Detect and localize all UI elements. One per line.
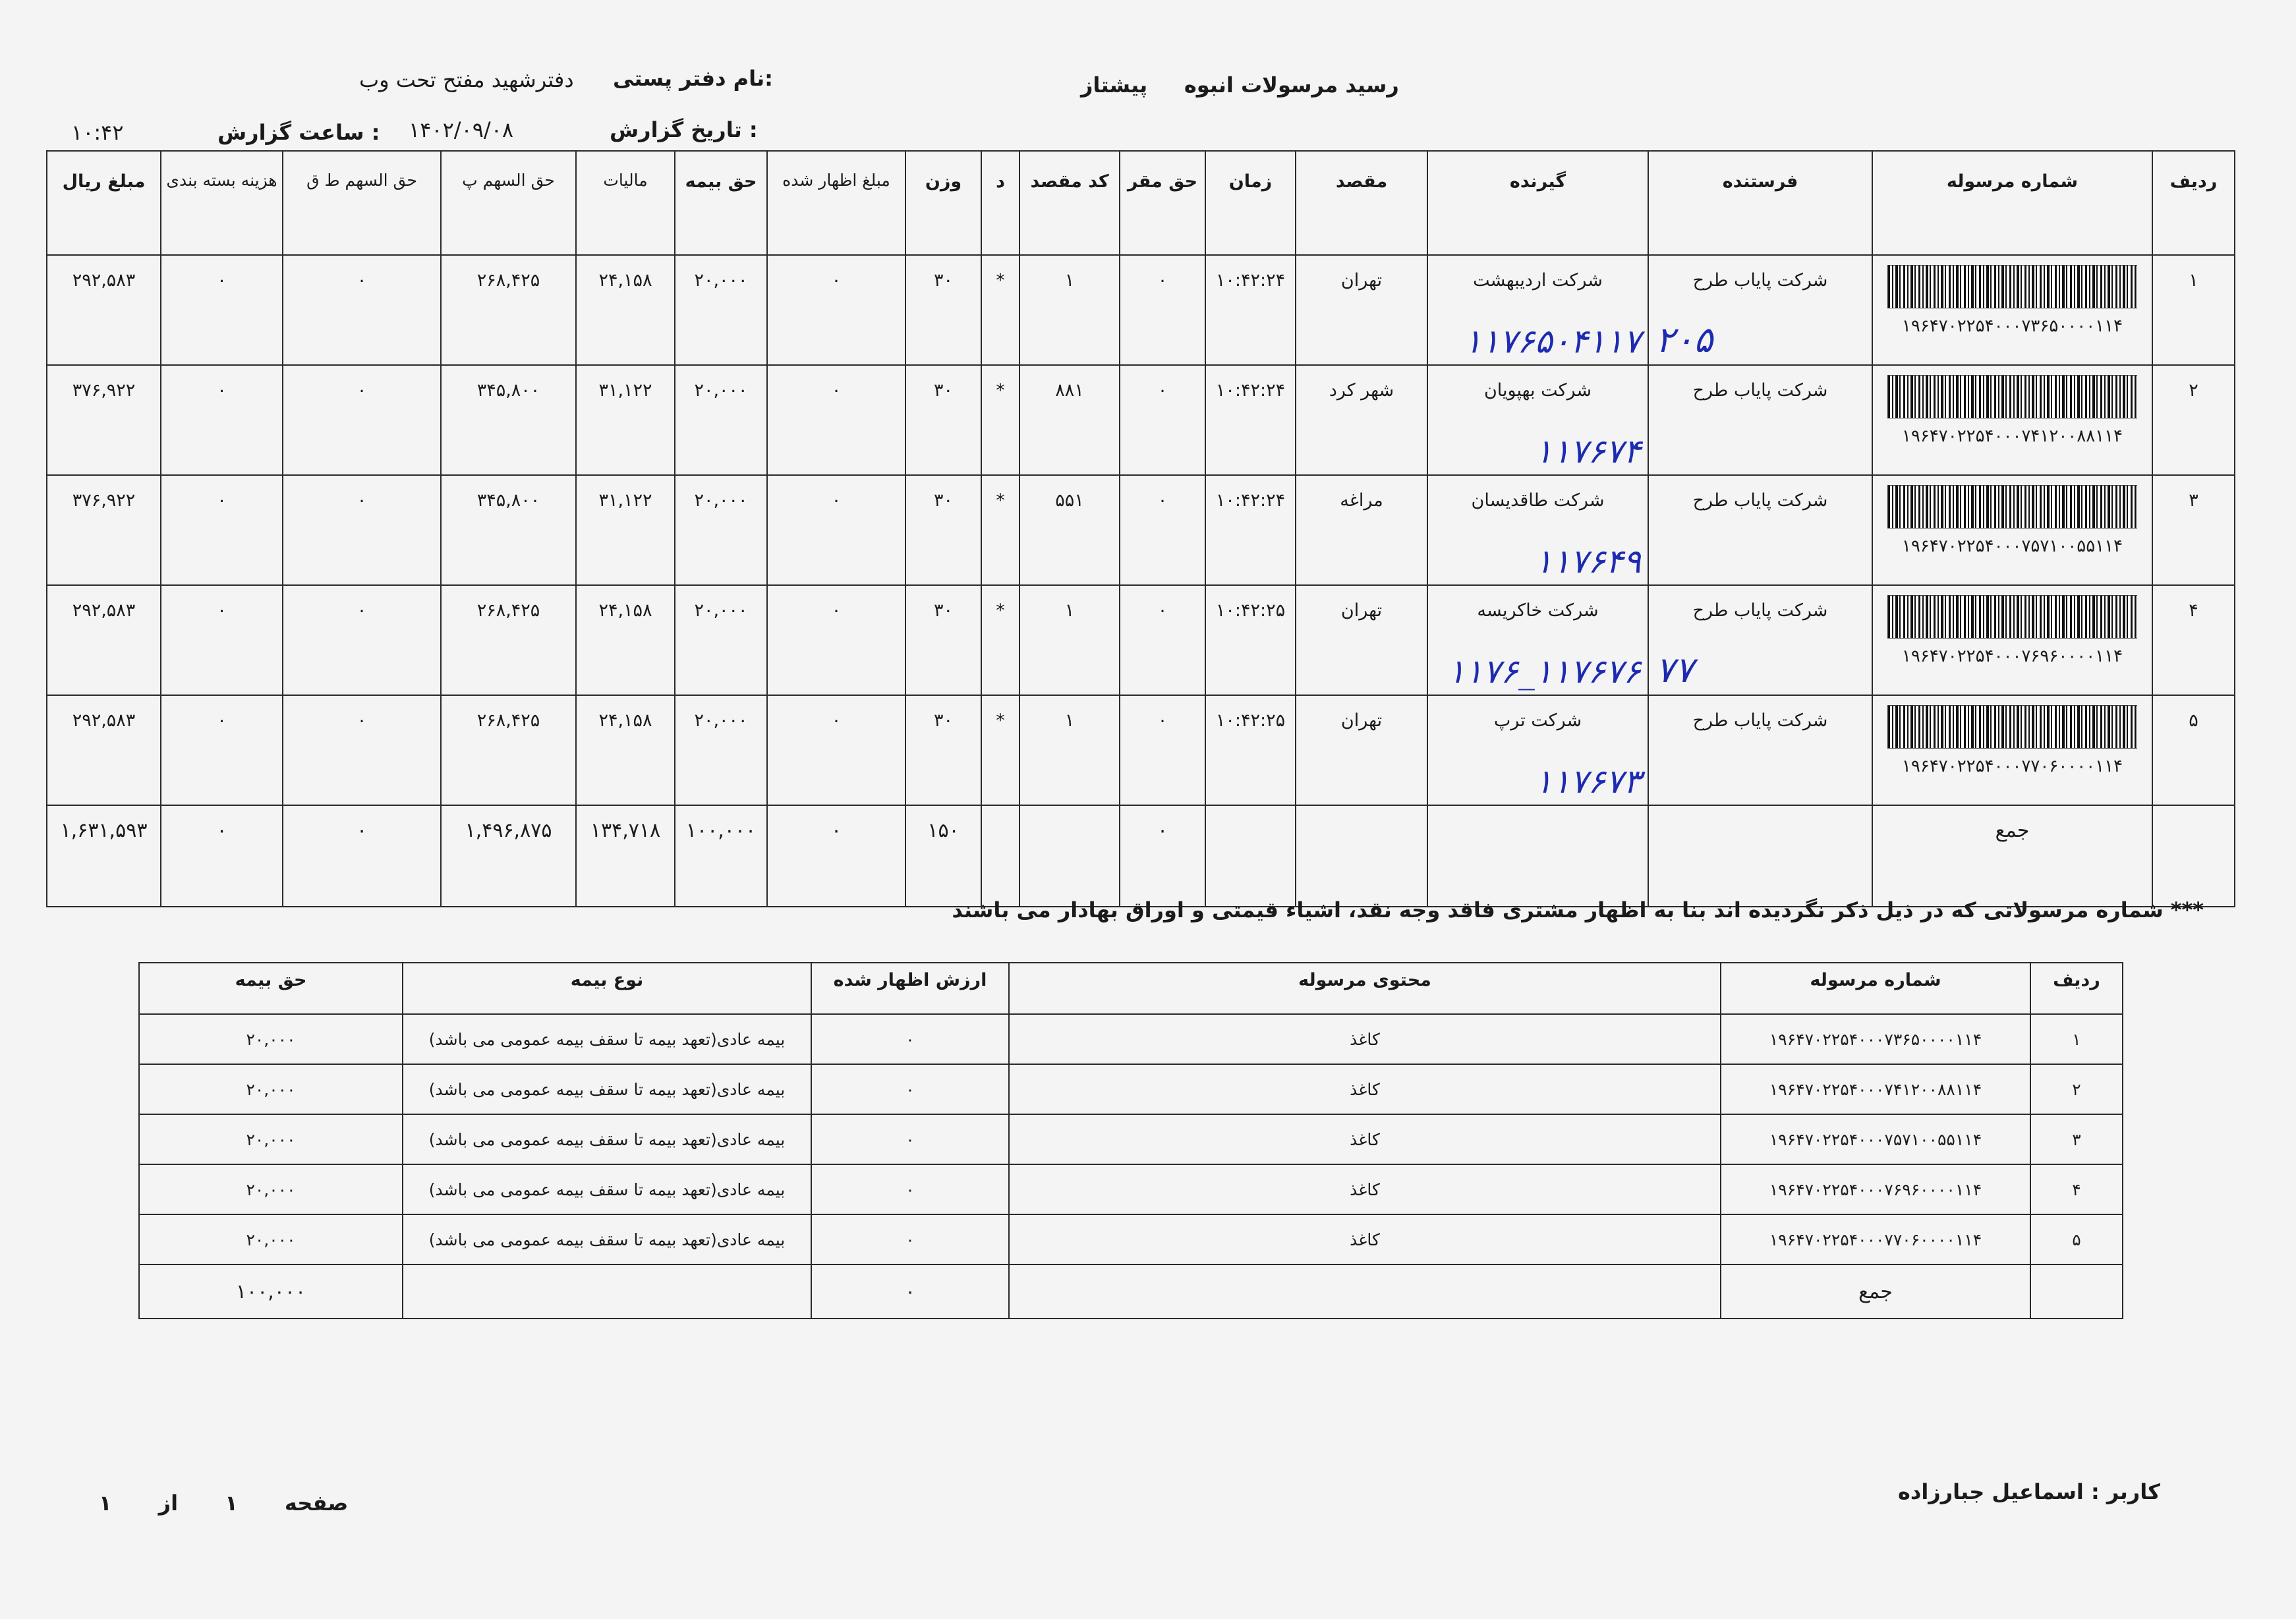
total-share-p: ۱,۴۹۶,۸۷۵ bbox=[441, 805, 576, 907]
insurance-fee: ۲۰,۰۰۰ bbox=[139, 1014, 403, 1064]
table-row bbox=[139, 1014, 2123, 1064]
col-insurance-fee: حق بیمه bbox=[675, 151, 767, 255]
total-empty bbox=[1205, 805, 1296, 907]
tracking-number: ۱۹۶۴۷۰۲۲۵۴۰۰۰۷۳۶۵۰۰۰۰۱۱۴ bbox=[1721, 1014, 2030, 1064]
packaging: ۰ bbox=[161, 365, 283, 475]
handwritten-note: ۱۱۷۶۴۹ bbox=[1534, 542, 1641, 581]
main-table-header bbox=[47, 151, 2235, 255]
time: ۱۰:۴۲:۲۴ bbox=[1205, 475, 1296, 585]
sender bbox=[1648, 255, 1872, 365]
total-amount: ۱,۶۳۱,۵۹۳ bbox=[47, 805, 161, 907]
total-empty bbox=[2030, 1264, 2123, 1319]
row-number: ۳ bbox=[2152, 475, 2235, 585]
barcode-image bbox=[1887, 485, 2137, 528]
row-number: ۴ bbox=[2030, 1164, 2123, 1214]
shipments-table bbox=[46, 150, 2235, 907]
table-row bbox=[139, 1164, 2123, 1214]
col-declared-value: ارزش اظهار شده bbox=[811, 963, 1009, 1014]
total-weight: ۱۵۰ bbox=[905, 805, 981, 907]
weight: ۳۰ bbox=[905, 365, 981, 475]
insurance-fee: ۲۰,۰۰۰ bbox=[139, 1064, 403, 1114]
share-tq: ۰ bbox=[283, 695, 441, 805]
receiver-name: شرکت طاقدیسان bbox=[1471, 490, 1605, 511]
col-destination: مقصد bbox=[1296, 151, 1427, 255]
service-type: پیشتاز bbox=[1081, 72, 1148, 98]
title-text: رسید مرسولات انبوه bbox=[1184, 72, 1399, 98]
insurance-type: بیمه عادی(تعهد بیمه تا سقف بیمه عمومی می باشد) bbox=[403, 1064, 811, 1114]
d-flag: * bbox=[981, 695, 1019, 805]
receiver bbox=[1427, 255, 1648, 365]
declared-value: ۰ bbox=[811, 1014, 1009, 1064]
insurance-type: بیمه عادی(تعهد بیمه تا سقف بیمه عمومی می باشد) bbox=[403, 1214, 811, 1264]
receiver bbox=[1427, 365, 1648, 475]
content: کاغذ bbox=[1009, 1064, 1721, 1114]
tracking-number: ۱۹۶۴۷۰۲۲۵۴۰۰۰۷۴۱۲۰۰۸۸۱۱۴ bbox=[1721, 1064, 2030, 1114]
col-weight: وزن bbox=[905, 151, 981, 255]
fixed-fee: ۰ bbox=[1120, 695, 1205, 805]
insurance-fee: ۲۰,۰۰۰ bbox=[675, 365, 767, 475]
time-label: ساعت گزارش : bbox=[217, 120, 380, 145]
totals-row bbox=[139, 1264, 2123, 1319]
time: ۱۰:۴۲:۲۴ bbox=[1205, 365, 1296, 475]
amount: ۲۹۲,۵۸۳ bbox=[47, 255, 161, 365]
dest-code: ۱ bbox=[1019, 585, 1120, 695]
total-empty bbox=[1019, 805, 1120, 907]
packaging: ۰ bbox=[161, 475, 283, 585]
share-p: ۲۶۸,۴۲۵ bbox=[441, 695, 576, 805]
col-time: زمان bbox=[1205, 151, 1296, 255]
destination: مراغه bbox=[1296, 475, 1427, 585]
total-label: جمع bbox=[1721, 1264, 2030, 1319]
tracking-number: ۱۹۶۴۷۰۲۲۵۴۰۰۰۷۳۶۵۰۰۰۰۱۱۴ bbox=[1901, 316, 2123, 336]
col-declared-amount: مبلغ اظهار شده bbox=[767, 151, 905, 255]
sender-name: شرکت پایاب طرح bbox=[1692, 270, 1828, 291]
time: ۱۰:۴۲:۲۴ bbox=[1205, 255, 1296, 365]
time-value: ۱۰:۴۲ bbox=[71, 120, 124, 145]
total-empty bbox=[1009, 1264, 1721, 1319]
col-dest-code: کد مقصد bbox=[1019, 151, 1120, 255]
report-title bbox=[1081, 72, 1399, 98]
fixed-fee: ۰ bbox=[1120, 475, 1205, 585]
row-number: ۴ bbox=[2152, 585, 2235, 695]
row-number: ۲ bbox=[2152, 365, 2235, 475]
tracking-cell bbox=[1872, 475, 2152, 585]
col-content: محتوی مرسوله bbox=[1009, 963, 1721, 1014]
tracking-number: ۱۹۶۴۷۰۲۲۵۴۰۰۰۷۷۰۶۰۰۰۰۱۱۴ bbox=[1721, 1214, 2030, 1264]
receiver bbox=[1427, 585, 1648, 695]
page-total: ۱ bbox=[99, 1491, 112, 1516]
dest-code: ۱ bbox=[1019, 695, 1120, 805]
col-insurance-type: نوع بیمه bbox=[403, 963, 811, 1014]
tracking-number: ۱۹۶۴۷۰۲۲۵۴۰۰۰۷۷۰۶۰۰۰۰۱۱۴ bbox=[1901, 756, 2123, 776]
total-tax: ۱۳۴,۷۱۸ bbox=[576, 805, 675, 907]
col-fixed-fee: حق مقر bbox=[1120, 151, 1205, 255]
weight: ۳۰ bbox=[905, 695, 981, 805]
time: ۱۰:۴۲:۲۵ bbox=[1205, 585, 1296, 695]
row-number: ۵ bbox=[2030, 1214, 2123, 1264]
declared-value: ۰ bbox=[811, 1164, 1009, 1214]
totals-row bbox=[47, 805, 2235, 907]
insurance-fee: ۲۰,۰۰۰ bbox=[139, 1114, 403, 1164]
page-label: صفحه bbox=[284, 1491, 349, 1516]
share-p: ۳۴۵,۸۰۰ bbox=[441, 365, 576, 475]
sender bbox=[1648, 695, 1872, 805]
page-current: ۱ bbox=[225, 1491, 238, 1516]
content: کاغذ bbox=[1009, 1214, 1721, 1264]
fixed-fee: ۰ bbox=[1120, 255, 1205, 365]
destination: تهران bbox=[1296, 695, 1427, 805]
total-label: جمع bbox=[1872, 805, 2152, 907]
col-tax: مالیات bbox=[576, 151, 675, 255]
col-row: ردیف bbox=[2152, 151, 2235, 255]
sender-name: شرکت پایاب طرح bbox=[1692, 490, 1828, 511]
tracking-number: ۱۹۶۴۷۰۲۲۵۴۰۰۰۷۶۹۶۰۰۰۰۱۱۴ bbox=[1721, 1164, 2030, 1214]
page-indicator bbox=[99, 1491, 348, 1516]
barcode-image bbox=[1887, 265, 2137, 308]
tax: ۲۴,۱۵۸ bbox=[576, 585, 675, 695]
d-flag: * bbox=[981, 255, 1019, 365]
office-value: دفترشهید مفتح تحت وب bbox=[359, 67, 574, 92]
row-number: ۱ bbox=[2030, 1014, 2123, 1064]
col-d: د bbox=[981, 151, 1019, 255]
receiver-name: شرکت ترپ bbox=[1493, 710, 1582, 731]
destination: تهران bbox=[1296, 585, 1427, 695]
declared-amount: ۰ bbox=[767, 365, 905, 475]
tracking-number: ۱۹۶۴۷۰۲۲۵۴۰۰۰۷۵۷۱۰۰۵۵۱۱۴ bbox=[1721, 1114, 2030, 1164]
tax: ۳۱,۱۲۲ bbox=[576, 365, 675, 475]
col-share-p: حق السهم پ bbox=[441, 151, 576, 255]
share-p: ۲۶۸,۴۲۵ bbox=[441, 255, 576, 365]
insurance-fee: ۲۰,۰۰۰ bbox=[675, 475, 767, 585]
destination: تهران bbox=[1296, 255, 1427, 365]
insurance-fee: ۲۰,۰۰۰ bbox=[675, 695, 767, 805]
table-row bbox=[139, 1114, 2123, 1164]
packaging: ۰ bbox=[161, 255, 283, 365]
row-number: ۱ bbox=[2152, 255, 2235, 365]
total-empty bbox=[403, 1264, 811, 1319]
total-empty bbox=[1296, 805, 1427, 907]
col-receiver: گیرنده bbox=[1427, 151, 1648, 255]
content: کاغذ bbox=[1009, 1164, 1721, 1214]
receiver bbox=[1427, 695, 1648, 805]
fixed-fee: ۰ bbox=[1120, 585, 1205, 695]
handwritten-note-2: ۷۷ bbox=[1655, 649, 1694, 691]
total-declared-value: ۰ bbox=[811, 1264, 1009, 1319]
total-fixed-fee: ۰ bbox=[1120, 805, 1205, 907]
total-share-tq: ۰ bbox=[283, 805, 441, 907]
total-empty bbox=[1427, 805, 1648, 907]
receiver-name: شرکت خاکریسه bbox=[1477, 600, 1599, 621]
col-tracking: شماره مرسوله bbox=[1872, 151, 2152, 255]
handwritten-note: ۱۱۷۶۵۰۴۱۱۷ bbox=[1464, 322, 1641, 360]
row-number: ۵ bbox=[2152, 695, 2235, 805]
tracking-number: ۱۹۶۴۷۰۲۲۵۴۰۰۰۷۴۱۲۰۰۸۸۱۱۴ bbox=[1901, 426, 2123, 446]
declared-amount: ۰ bbox=[767, 255, 905, 365]
handwritten-note: ۱۱۷۶۷۶_۱۱۷۶ bbox=[1447, 652, 1641, 691]
col-sender: فرستنده bbox=[1648, 151, 1872, 255]
insurance-fee: ۲۰,۰۰۰ bbox=[139, 1164, 403, 1214]
receiver-name: شرکت اردیبهشت bbox=[1473, 270, 1603, 291]
weight: ۳۰ bbox=[905, 475, 981, 585]
handwritten-note: ۱۱۷۶۷۴ bbox=[1534, 432, 1641, 470]
insurance-type: بیمه عادی(تعهد بیمه تا سقف بیمه عمومی می باشد) bbox=[403, 1164, 811, 1214]
content: کاغذ bbox=[1009, 1014, 1721, 1064]
sender-name: شرکت پایاب طرح bbox=[1692, 600, 1828, 621]
amount: ۳۷۶,۹۲۲ bbox=[47, 475, 161, 585]
table-row bbox=[139, 1214, 2123, 1264]
declared-amount: ۰ bbox=[767, 585, 905, 695]
user-label: کاربر : bbox=[2090, 1479, 2160, 1504]
total-empty bbox=[1648, 805, 1872, 907]
col-row: ردیف bbox=[2030, 963, 2123, 1014]
amount: ۳۷۶,۹۲۲ bbox=[47, 365, 161, 475]
share-p: ۲۶۸,۴۲۵ bbox=[441, 585, 576, 695]
total-insurance-fee: ۱۰۰,۰۰۰ bbox=[675, 805, 767, 907]
date-value: ۱۴۰۲/۰۹/۰۸ bbox=[409, 117, 514, 142]
tracking-cell bbox=[1872, 695, 2152, 805]
handwritten-note: ۱۱۷۶۷۳ bbox=[1534, 762, 1641, 801]
share-p: ۳۴۵,۸۰۰ bbox=[441, 475, 576, 585]
insurance-type: بیمه عادی(تعهد بیمه تا سقف بیمه عمومی می باشد) bbox=[403, 1114, 811, 1164]
sender-name: شرکت پایاب طرح bbox=[1692, 380, 1828, 401]
insurance-type: بیمه عادی(تعهد بیمه تا سقف بیمه عمومی می باشد) bbox=[403, 1014, 811, 1064]
office-label: نام دفتر پستی: bbox=[613, 66, 773, 91]
col-share-tq: حق السهم ط ق bbox=[283, 151, 441, 255]
handwritten-note-2: ۲۰۵ bbox=[1655, 319, 1713, 360]
dest-code: ۱ bbox=[1019, 255, 1120, 365]
tracking-number: ۱۹۶۴۷۰۲۲۵۴۰۰۰۷۶۹۶۰۰۰۰۱۱۴ bbox=[1901, 646, 2123, 666]
user-info bbox=[1898, 1479, 2160, 1504]
of-label: از bbox=[158, 1491, 179, 1516]
tracking-cell bbox=[1872, 365, 2152, 475]
time: ۱۰:۴۲:۲۵ bbox=[1205, 695, 1296, 805]
tax: ۲۴,۱۵۸ bbox=[576, 255, 675, 365]
dest-code: ۸۸۱ bbox=[1019, 365, 1120, 475]
d-flag: * bbox=[981, 365, 1019, 475]
col-insurance-fee: حق بیمه bbox=[139, 963, 403, 1014]
declared-value: ۰ bbox=[811, 1114, 1009, 1164]
dest-code: ۵۵۱ bbox=[1019, 475, 1120, 585]
table-row bbox=[47, 255, 2235, 365]
packaging: ۰ bbox=[161, 585, 283, 695]
amount: ۲۹۲,۵۸۳ bbox=[47, 695, 161, 805]
share-tq: ۰ bbox=[283, 585, 441, 695]
weight: ۳۰ bbox=[905, 255, 981, 365]
sender bbox=[1648, 585, 1872, 695]
declared-amount: ۰ bbox=[767, 695, 905, 805]
total-empty bbox=[981, 805, 1019, 907]
declared-value: ۰ bbox=[811, 1064, 1009, 1114]
user-name: اسماعیل جبارزاده bbox=[1898, 1479, 2084, 1504]
share-tq: ۰ bbox=[283, 365, 441, 475]
amount: ۲۹۲,۵۸۳ bbox=[47, 585, 161, 695]
packaging: ۰ bbox=[161, 695, 283, 805]
total-insurance-fee: ۱۰۰,۰۰۰ bbox=[139, 1264, 403, 1319]
tracking-cell bbox=[1872, 585, 2152, 695]
col-packaging: هزینه بسته بندی bbox=[161, 151, 283, 255]
total-packaging: ۰ bbox=[161, 805, 283, 907]
share-tq: ۰ bbox=[283, 475, 441, 585]
sender bbox=[1648, 365, 1872, 475]
valuables-note: *** شماره مرسولاتی که در ذیل ذکر نگردیده اند بنا به اظهار مشتری فاقد وجه نقد، اشیاء قیمتی و اوراق بهادار می باشند bbox=[952, 897, 2204, 923]
table-row bbox=[47, 585, 2235, 695]
total-empty bbox=[2152, 805, 2235, 907]
tracking-cell bbox=[1872, 255, 2152, 365]
insurance-fee: ۲۰,۰۰۰ bbox=[675, 585, 767, 695]
total-declared-amount: ۰ bbox=[767, 805, 905, 907]
receiver bbox=[1427, 475, 1648, 585]
destination: شهر کرد bbox=[1296, 365, 1427, 475]
insurance-table-header bbox=[139, 963, 2123, 1014]
sender bbox=[1648, 475, 1872, 585]
tracking-number: ۱۹۶۴۷۰۲۲۵۴۰۰۰۷۵۷۱۰۰۵۵۱۱۴ bbox=[1901, 536, 2123, 556]
weight: ۳۰ bbox=[905, 585, 981, 695]
insurance-fee: ۲۰,۰۰۰ bbox=[139, 1214, 403, 1264]
table-row bbox=[139, 1064, 2123, 1114]
barcode-image bbox=[1887, 375, 2137, 418]
table-row bbox=[47, 475, 2235, 585]
receiver-name: شرکت بهپویان bbox=[1483, 380, 1592, 401]
content: کاغذ bbox=[1009, 1114, 1721, 1164]
tax: ۳۱,۱۲۲ bbox=[576, 475, 675, 585]
declared-value: ۰ bbox=[811, 1214, 1009, 1264]
row-number: ۲ bbox=[2030, 1064, 2123, 1114]
barcode-image bbox=[1887, 705, 2137, 749]
insurance-table bbox=[138, 962, 2123, 1319]
insurance-fee: ۲۰,۰۰۰ bbox=[675, 255, 767, 365]
table-row bbox=[47, 695, 2235, 805]
sender-name: شرکت پایاب طرح bbox=[1692, 710, 1828, 731]
col-amount: مبلغ ریال bbox=[47, 151, 161, 255]
share-tq: ۰ bbox=[283, 255, 441, 365]
fixed-fee: ۰ bbox=[1120, 365, 1205, 475]
barcode-image bbox=[1887, 595, 2137, 639]
d-flag: * bbox=[981, 475, 1019, 585]
table-row bbox=[47, 365, 2235, 475]
col-tracking: شماره مرسوله bbox=[1721, 963, 2030, 1014]
d-flag: * bbox=[981, 585, 1019, 695]
row-number: ۳ bbox=[2030, 1114, 2123, 1164]
tax: ۲۴,۱۵۸ bbox=[576, 695, 675, 805]
declared-amount: ۰ bbox=[767, 475, 905, 585]
date-label: تاریخ گزارش : bbox=[610, 117, 758, 142]
